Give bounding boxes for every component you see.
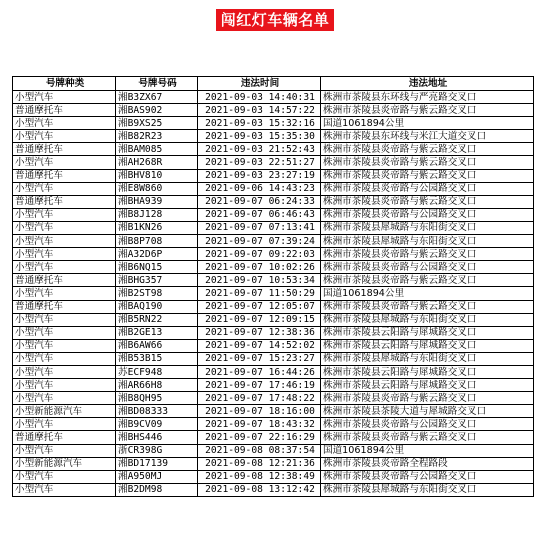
table-row [13,365,534,378]
cell-violation-time: 2021-09-07 06:46:43 [198,208,321,221]
cell-violation-address: 株洲市茶陵县犀城路与东阳街交叉口 [321,483,534,496]
cell-plate-number: 湘B1KN26 [116,221,198,234]
cell-plate-number: 湘A950MJ [116,470,198,483]
table-row [13,104,534,117]
cell-plate-type: 小型汽车 [13,379,116,392]
cell-violation-time: 2021-09-07 10:02:26 [198,261,321,274]
cell-violation-time: 2021-09-03 22:51:27 [198,156,321,169]
cell-plate-number: 苏ECF948 [116,365,198,378]
table-row [13,483,534,496]
cell-plate-number: 湘BAQ190 [116,300,198,313]
cell-plate-type: 小型汽车 [13,365,116,378]
cell-violation-address: 株洲市茶陵县炎帝路与紫云路交叉口 [321,143,534,156]
cell-violation-time: 2021-09-07 17:46:19 [198,379,321,392]
cell-violation-time: 2021-09-06 14:43:23 [198,182,321,195]
cell-plate-type: 普通摩托车 [13,195,116,208]
cell-plate-type: 小型汽车 [13,248,116,261]
cell-plate-type: 普通摩托车 [13,300,116,313]
cell-violation-address: 株洲市茶陵县炎帝路与紫云路交叉口 [321,195,534,208]
table-row [13,444,534,457]
cell-violation-time: 2021-09-03 14:40:31 [198,91,321,104]
cell-violation-address: 国道1061894公里 [321,287,534,300]
cell-violation-time: 2021-09-07 22:16:29 [198,431,321,444]
cell-plate-type: 小型汽车 [13,339,116,352]
cell-violation-address: 株洲市茶陵县炎帝路全程路段 [321,457,534,470]
cell-violation-address: 株洲市茶陵县东环线与米江大道交叉口 [321,130,534,143]
table-row [13,379,534,392]
cell-plate-type: 普通摩托车 [13,104,116,117]
cell-violation-address: 株洲市茶陵县炎帝路与公园路交叉口 [321,418,534,431]
cell-plate-number: 湘BD08333 [116,405,198,418]
cell-plate-type: 小型汽车 [13,117,116,130]
cell-plate-type: 小型汽车 [13,444,116,457]
cell-violation-time: 2021-09-07 06:24:33 [198,195,321,208]
cell-violation-time: 2021-09-07 07:39:24 [198,235,321,248]
table-row [13,431,534,444]
cell-plate-number: 湘BHV810 [116,169,198,182]
table-row [13,91,534,104]
cell-violation-time: 2021-09-03 21:52:43 [198,143,321,156]
cell-plate-type: 小型汽车 [13,470,116,483]
table-row [13,326,534,339]
cell-plate-type: 普通摩托车 [13,169,116,182]
cell-violation-address: 国道1061894公里 [321,117,534,130]
table-row [13,313,534,326]
cell-plate-number: 湘B2DM98 [116,483,198,496]
cell-violation-time: 2021-09-08 08:37:54 [198,444,321,457]
cell-plate-number: 湘B2GE13 [116,326,198,339]
cell-violation-address: 株洲市茶陵县东环线与严亮路交叉口 [321,91,534,104]
cell-plate-type: 普通摩托车 [13,143,116,156]
cell-plate-number: 湘BAM085 [116,143,198,156]
table-row [13,156,534,169]
header-plate-type: 号牌种类 [13,77,116,91]
cell-violation-address: 株洲市茶陵县炎帝路与紫云路交叉口 [321,300,534,313]
cell-plate-number: 湘AR66H8 [116,379,198,392]
table-row [13,261,534,274]
cell-plate-number: 湘B8P708 [116,235,198,248]
cell-violation-time: 2021-09-07 10:53:34 [198,274,321,287]
cell-plate-number: 湘BHS446 [116,431,198,444]
cell-plate-type: 小型汽车 [13,221,116,234]
cell-plate-number: 湘B9XS25 [116,117,198,130]
cell-plate-number: 湘B82R23 [116,130,198,143]
title-wrap [0,9,550,31]
cell-violation-address: 株洲市茶陵县炎帝路与紫云路交叉口 [321,156,534,169]
cell-plate-number: 湘B9CV09 [116,418,198,431]
cell-violation-time: 2021-09-07 12:05:07 [198,300,321,313]
cell-violation-time: 2021-09-03 15:35:30 [198,130,321,143]
cell-violation-address: 株洲市茶陵县云阳路与犀城路交叉口 [321,326,534,339]
cell-plate-number: 浙CR398G [116,444,198,457]
table-row [13,208,534,221]
cell-plate-type: 小型新能源汽车 [13,405,116,418]
cell-plate-number: 湘B8QH95 [116,392,198,405]
cell-plate-number: 湘AH268R [116,156,198,169]
cell-violation-time: 2021-09-07 12:38:36 [198,326,321,339]
header-violation-time: 违法时间 [198,77,321,91]
cell-violation-time: 2021-09-03 23:27:19 [198,169,321,182]
table-row [13,248,534,261]
table-row [13,169,534,182]
cell-plate-type: 小型汽车 [13,261,116,274]
header-plate-number: 号牌号码 [116,77,198,91]
cell-violation-time: 2021-09-08 13:12:42 [198,483,321,496]
cell-violation-address: 株洲市茶陵县炎帝路与公园路交叉口 [321,182,534,195]
cell-violation-address: 株洲市茶陵县茶陵大道与犀城路交叉口 [321,405,534,418]
header-row [13,77,534,91]
cell-violation-address: 株洲市茶陵县炎帝路与紫云路交叉口 [321,169,534,182]
cell-violation-address: 株洲市茶陵县犀城路与东阳街交叉口 [321,235,534,248]
table-row [13,418,534,431]
cell-violation-address: 株洲市茶陵县炎帝路与公园路交叉口 [321,470,534,483]
cell-plate-number: 湘E8W860 [116,182,198,195]
table-row [13,130,534,143]
cell-violation-time: 2021-09-07 18:16:00 [198,405,321,418]
cell-plate-number: 湘BAS902 [116,104,198,117]
cell-violation-address: 株洲市茶陵县犀城路与东阳街交叉口 [321,221,534,234]
cell-violation-address: 株洲市茶陵县炎帝路与紫云路交叉口 [321,431,534,444]
cell-violation-time: 2021-09-07 17:48:22 [198,392,321,405]
table-row [13,352,534,365]
table-row [13,117,534,130]
cell-plate-type: 小型新能源汽车 [13,457,116,470]
table-row [13,405,534,418]
table-row [13,339,534,352]
cell-plate-type: 小型汽车 [13,91,116,104]
violation-table [12,76,534,497]
cell-plate-number: 湘B53B15 [116,352,198,365]
table-row [13,457,534,470]
cell-violation-address: 株洲市茶陵县炎帝路与紫云路交叉口 [321,248,534,261]
table-row [13,182,534,195]
cell-violation-time: 2021-09-08 12:38:49 [198,470,321,483]
cell-plate-type: 小型汽车 [13,182,116,195]
cell-violation-address: 株洲市茶陵县炎帝路与紫云路交叉口 [321,104,534,117]
cell-plate-number: 湘A32D6P [116,248,198,261]
cell-violation-time: 2021-09-07 15:23:27 [198,352,321,365]
cell-plate-number: 湘B5RN22 [116,313,198,326]
cell-violation-address: 株洲市茶陵县犀城路与东阳街交叉口 [321,313,534,326]
cell-plate-type: 小型汽车 [13,313,116,326]
cell-violation-address: 株洲市茶陵县炎帝路与紫云路交叉口 [321,392,534,405]
cell-violation-time: 2021-09-07 09:22:03 [198,248,321,261]
cell-violation-address: 株洲市茶陵县云阳路与犀城路交叉口 [321,379,534,392]
table-row [13,470,534,483]
cell-violation-time: 2021-09-07 16:44:26 [198,365,321,378]
cell-plate-type: 普通摩托车 [13,274,116,287]
cell-violation-address: 株洲市茶陵县云阳路与犀城路交叉口 [321,365,534,378]
cell-plate-type: 小型汽车 [13,392,116,405]
cell-violation-time: 2021-09-03 15:32:16 [198,117,321,130]
cell-plate-type: 小型汽车 [13,352,116,365]
cell-plate-type: 小型汽车 [13,287,116,300]
cell-plate-number: 湘B6NQ15 [116,261,198,274]
cell-plate-number: 湘B6AW66 [116,339,198,352]
table-row [13,274,534,287]
cell-violation-address: 株洲市茶陵县云阳路与犀城路交叉口 [321,339,534,352]
cell-violation-address: 国道1061894公里 [321,444,534,457]
cell-violation-time: 2021-09-07 12:09:15 [198,313,321,326]
cell-plate-number: 湘BD17139 [116,457,198,470]
table-row [13,287,534,300]
table-row [13,143,534,156]
table-row [13,392,534,405]
cell-violation-address: 株洲市茶陵县炎帝路与紫云路交叉口 [321,274,534,287]
cell-violation-address: 株洲市茶陵县炎帝路与公园路交叉口 [321,208,534,221]
table-row [13,221,534,234]
cell-violation-time: 2021-09-07 07:13:41 [198,221,321,234]
table-row [13,195,534,208]
table-body [13,91,534,497]
cell-plate-type: 普通摩托车 [13,431,116,444]
cell-plate-type: 小型汽车 [13,483,116,496]
cell-violation-address: 株洲市茶陵县炎帝路与公园路交叉口 [321,261,534,274]
table-row [13,300,534,313]
cell-plate-type: 小型汽车 [13,418,116,431]
document-title: 闯红灯车辆名单 [216,9,335,31]
cell-plate-type: 小型汽车 [13,235,116,248]
cell-plate-number: 湘B8J128 [116,208,198,221]
cell-plate-type: 小型汽车 [13,326,116,339]
cell-plate-type: 小型汽车 [13,156,116,169]
cell-plate-number: 湘BHG357 [116,274,198,287]
cell-violation-time: 2021-09-07 11:50:29 [198,287,321,300]
cell-violation-address: 株洲市茶陵县犀城路与东阳街交叉口 [321,352,534,365]
cell-violation-time: 2021-09-07 14:52:02 [198,339,321,352]
cell-plate-type: 小型汽车 [13,208,116,221]
cell-plate-number: 湘BHA939 [116,195,198,208]
cell-plate-number: 湘B2ST98 [116,287,198,300]
header-violation-address: 违法地址 [321,77,534,91]
cell-violation-time: 2021-09-03 14:57:22 [198,104,321,117]
cell-plate-number: 湘B3ZX67 [116,91,198,104]
cell-plate-type: 小型汽车 [13,130,116,143]
cell-violation-time: 2021-09-07 18:43:32 [198,418,321,431]
table-row [13,235,534,248]
cell-violation-time: 2021-09-08 12:21:36 [198,457,321,470]
